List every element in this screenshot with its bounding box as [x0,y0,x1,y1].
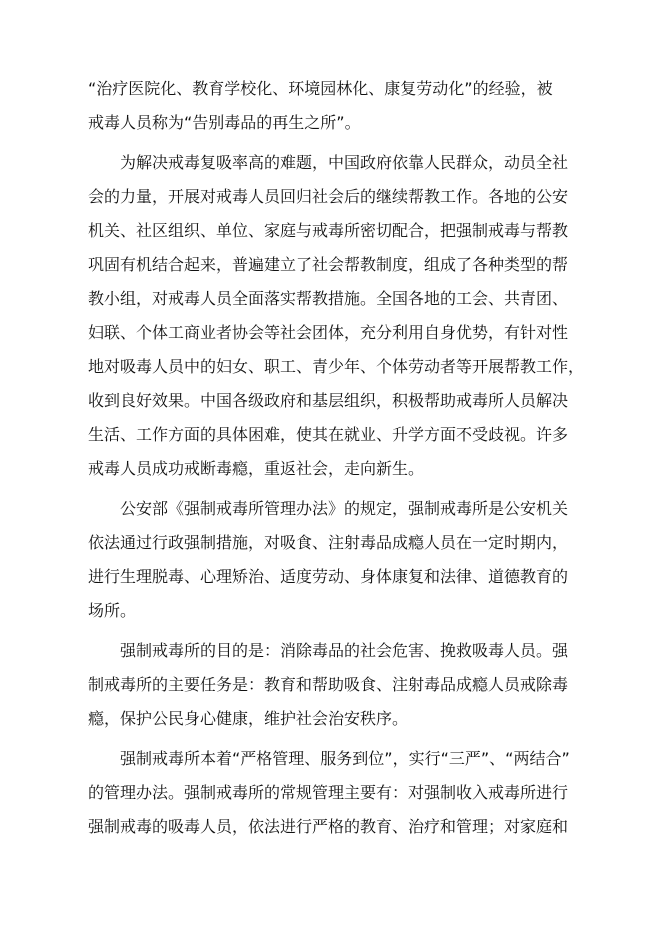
text-line: 强制戒毒的吸毒人员，依法进行严格的教育、治疗和管理；对家庭和 [88,817,569,836]
paragraph-purpose-tasks [88,634,588,736]
text-line: 进行生理脱毒、心理矫治、适度劳动、身体康复和法律、道德教育的 [88,567,569,586]
text-line: 强制戒毒所的目的是：消除毒品的社会危害、挽救吸毒人员。强 [120,641,569,660]
text-line: “治疗医院化、教育学校化、环境园林化、康复劳动化”的经验，被 [88,79,553,98]
text-line: 公安部《强制戒毒所管理办法》的规定，强制戒毒所是公安机关 [120,499,569,518]
paragraph-regulation-definition [88,492,588,628]
text-line: 会的力量，开展对戒毒人员回归社会后的继续帮教工作。各地的公安 [88,187,569,206]
text-line: 妇联、个体工商业者协会等社会团体，充分利用自身优势，有针对性 [88,323,569,342]
text-line: 生活、工作方面的具体困难，使其在就业、升学方面不受歧视。许多 [88,425,569,444]
text-line: 教小组，对戒毒人员全面落实帮教措施。全国各地的工会、共青团、 [88,289,569,308]
document-body [88,72,588,844]
paragraph-continuation [88,72,588,140]
text-line: 场所。 [88,601,137,620]
text-line: 机关、社区组织、单位、家庭与戒毒所密切配合，把强制戒毒与帮教 [88,221,569,240]
text-line: 为解决戒毒复吸率高的难题，中国政府依靠人民群众，动员全社 [120,153,569,172]
text-line: 依法通过行政强制措施，对吸食、注射毒品成瘾人员在一定时期内， [88,533,569,552]
text-line: 制戒毒所的主要任务是：教育和帮助吸食、注射毒品成瘾人员戒除毒 [88,675,569,694]
paragraph-management-method [88,742,588,844]
text-line: 巩固有机结合起来，普遍建立了社会帮教制度，组成了各种类型的帮 [88,255,569,274]
paragraph-rehabilitation-support [88,146,588,486]
text-line: 戒毒人员称为“告别毒品的再生之所”。 [88,113,361,132]
text-line: 戒毒人员成功戒断毒瘾，重返社会，走向新生。 [88,459,425,478]
text-line: 强制戒毒所本着“严格管理、服务到位”，实行“三严”、“两结合” [120,749,570,768]
text-line: 地对吸毒人员中的妇女、职工、青少年、个体劳动者等开展帮教工作， [88,357,585,376]
text-line: 瘾，保护公民身心健康，维护社会治安秩序。 [88,709,409,728]
text-line: 的管理办法。强制戒毒所的常规管理主要有：对强制收入戒毒所进行 [88,783,569,802]
text-line: 收到良好效果。中国各级政府和基层组织，积极帮助戒毒所人员解决 [88,391,569,410]
